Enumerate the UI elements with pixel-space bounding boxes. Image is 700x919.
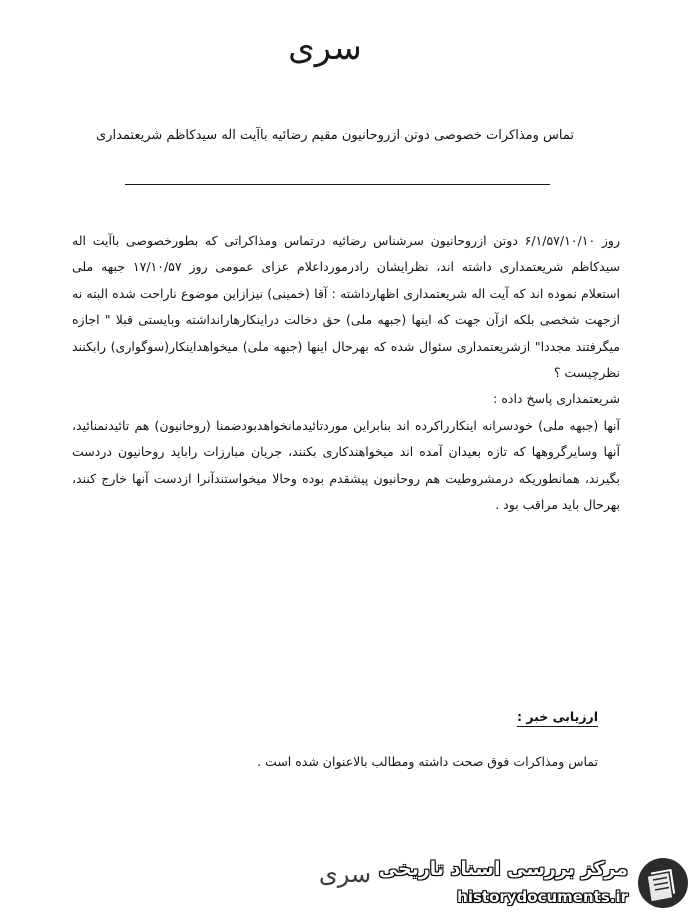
- report-paragraph: روز ۶/۱/۵۷/۱۰/۱۰ دوتن ازروحانیون سرشناس رضائیه درتماس ومذاکراتی که بطورخصوصی باآیت اله سیدکاظم شریعتمداری داشته اند، نظرایشان رادرمورداعلام عزای عمومی روز ۱۷/۱۰/۵۷ جبهه ملی استعلام نموده اند که آیت اله شریعتمداری اظهارداشته : آقا (خمینی) نیزازاین موضوع ناراحت شده البته نه ازجهت شخصی بلکه ازآن جهت که اینها (جبهه ملی) حق دخالت دراینکارهارانداشته وبایستی قبلا " اجازه میگرفتند مجددا" ازشریعتمداری سئوال شده که بهرحال اینها (جبهه ملی) میخواهداینکار(سوگواری) رابکنند نظرچیست ؟: [72, 233, 620, 381]
- evaluation-text: تماس ومذاکرات فوق صحت داشته ومطالب بالاعنوان شده است .: [257, 754, 598, 769]
- document-stack-icon: [636, 856, 690, 910]
- reply-text: آنها (جبهه ملی) خودسرانه اینکارراکرده اند بنابراین موردتائیدمانخواهدبودضمنا (روحانیون) هم تائیدنمنائید، آنها وسایرگروهها که تازه بعیدان آمده اند میخواهندکاری بکنند، جریان مبارزات راباید روحانیون دردست بگیرند، همانطوریکه درمشروطیت هم روحانیون پیشقدم بوده وحالا میخواستندآنرا ازدست آنها خارج کنند، بهرحال باید مراقب بود .: [72, 417, 620, 513]
- subject-underline: [125, 184, 550, 185]
- evaluation-label: ارزیابی خبر :: [517, 709, 598, 727]
- watermark: [360, 852, 690, 916]
- classification-stamp-top: سری: [288, 28, 362, 68]
- watermark-url: historydocuments.ir: [457, 888, 628, 906]
- classification-stamp-bottom: سری: [318, 860, 372, 888]
- watermark-name: مرکز بررسی اسناد تاریخی: [378, 858, 628, 880]
- report-body: [72, 228, 620, 518]
- reply-heading: شریعتمداری پاسخ داده :: [493, 391, 620, 407]
- subject-line: تماس ومذاکرات خصوصی دوتن ازروحانیون مقیم رضائیه باآیت اله سیدکاظم شریعتمداری: [96, 128, 574, 143]
